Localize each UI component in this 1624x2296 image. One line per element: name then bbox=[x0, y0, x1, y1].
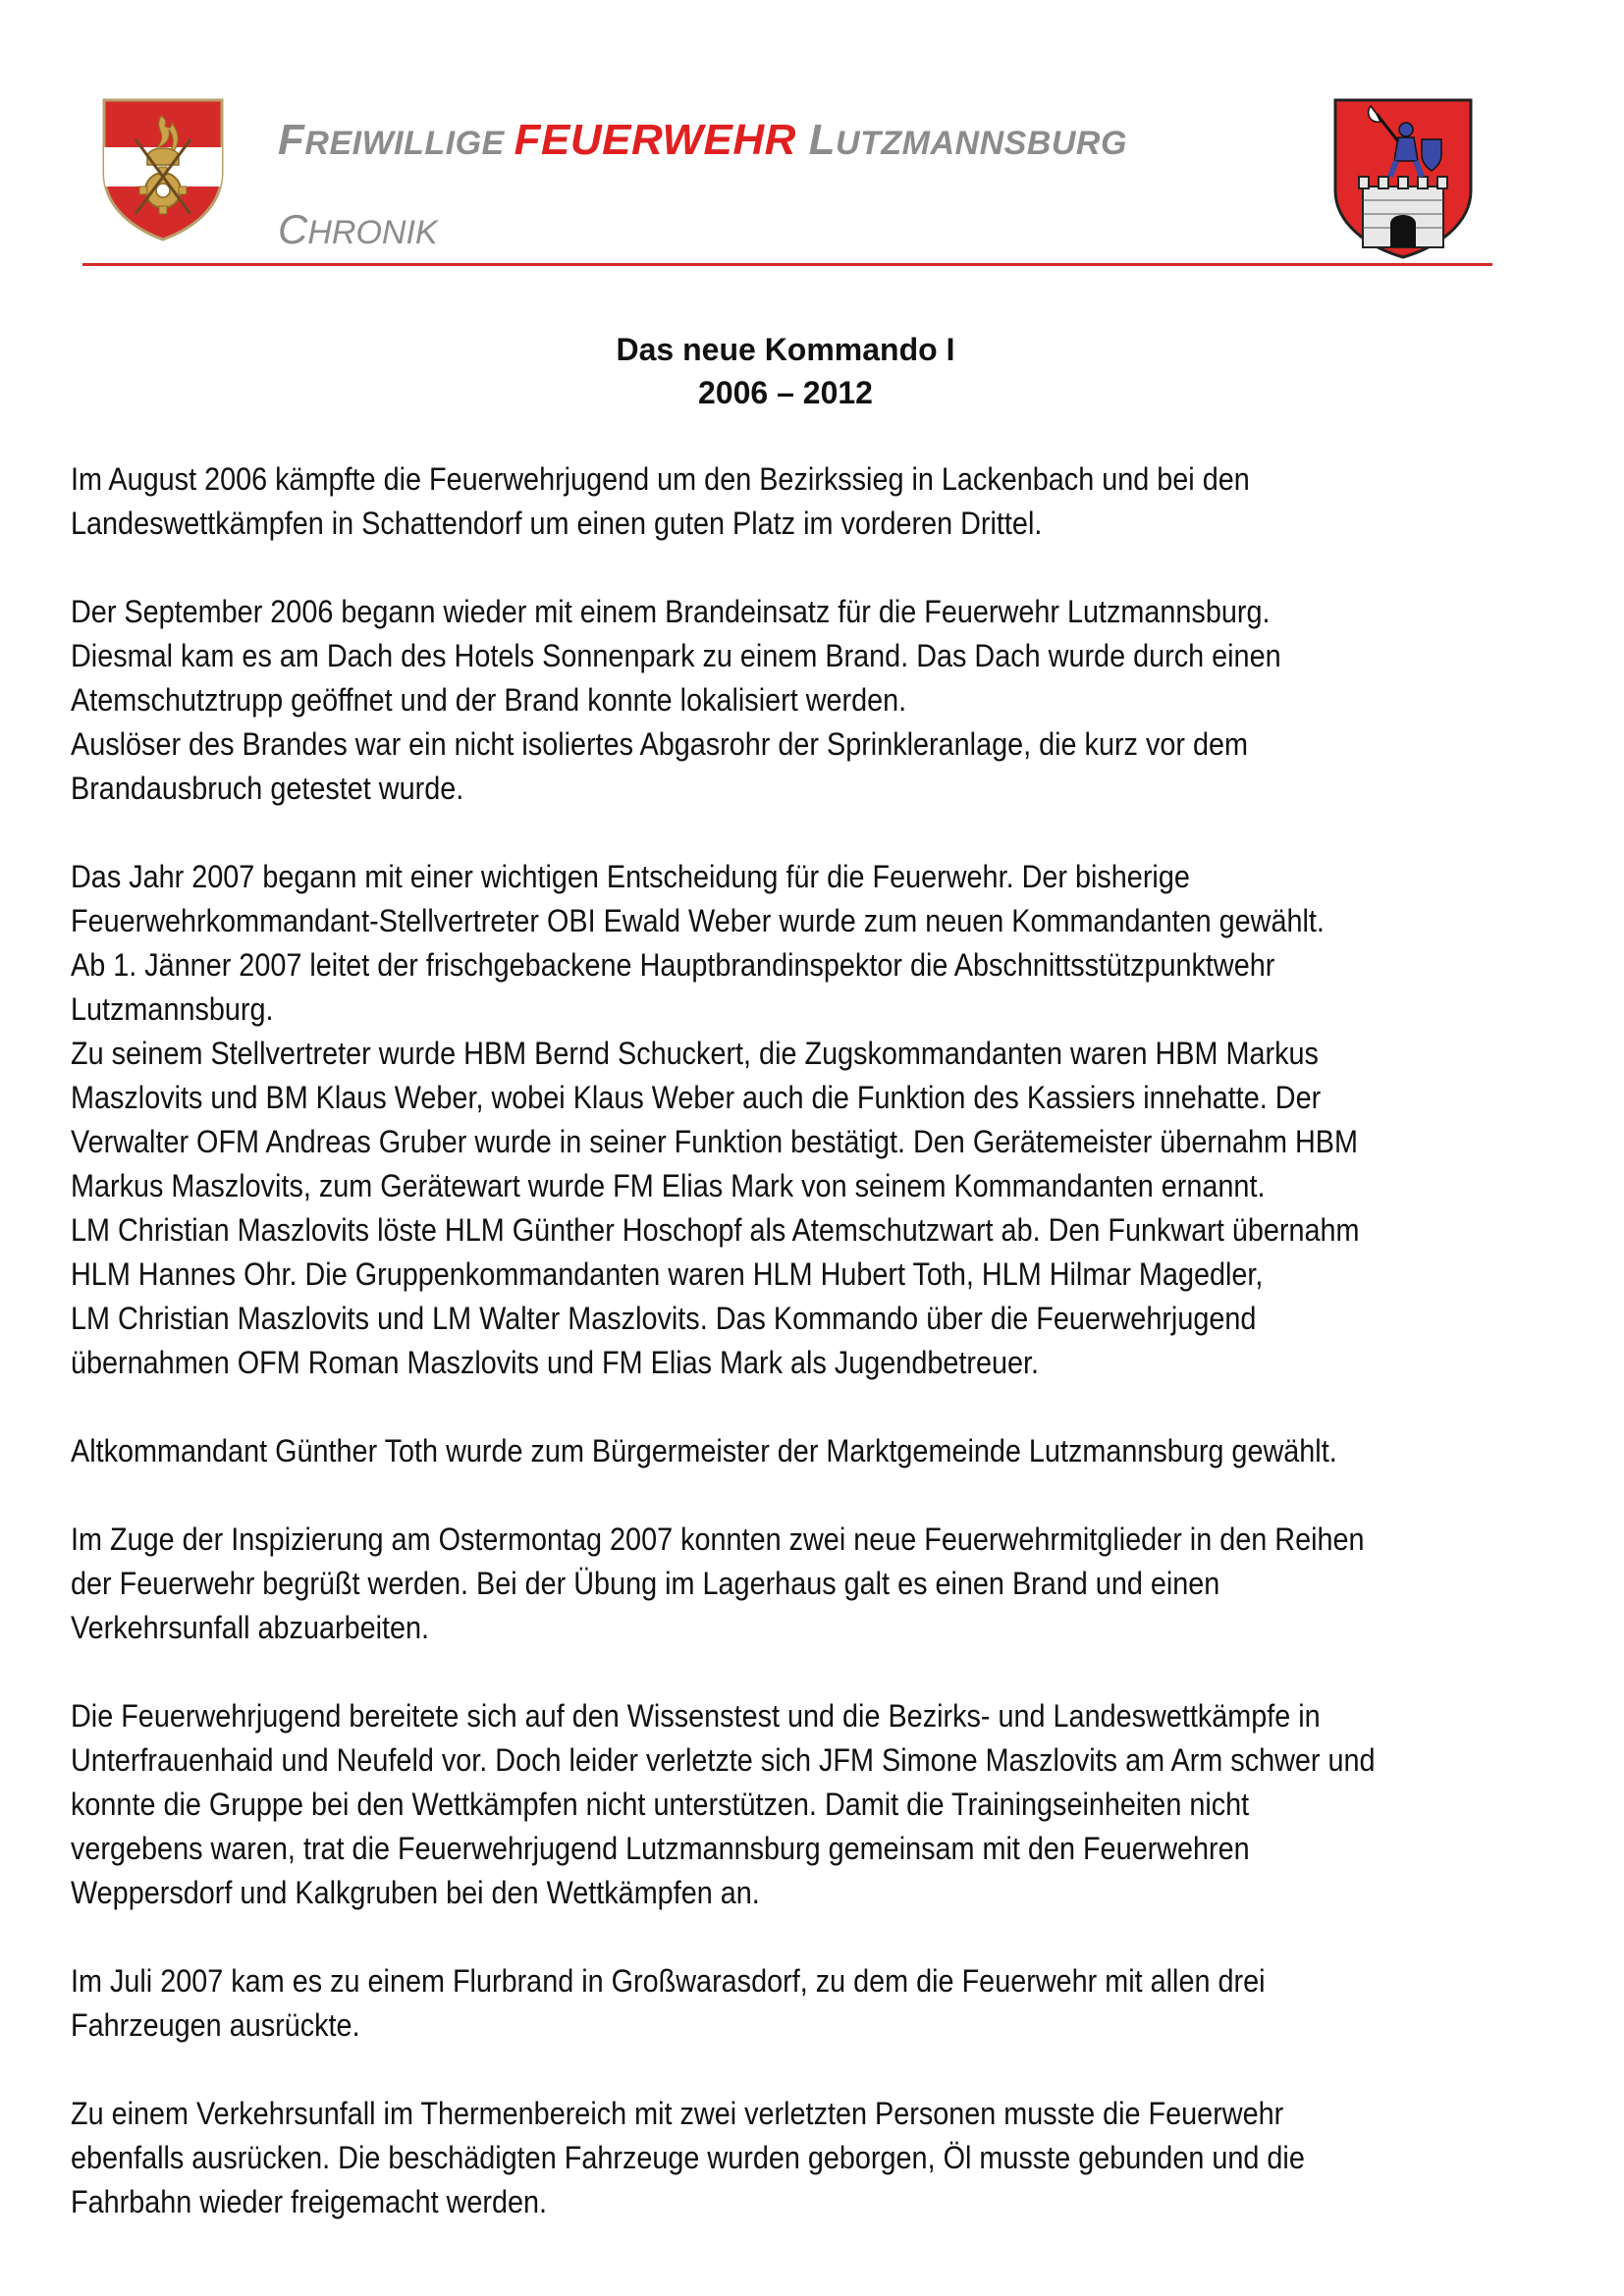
header-divider bbox=[82, 263, 1492, 266]
text-line: übernahmen OFM Roman Maszlovits und FM Elias Mark als Jugendbetreuer. bbox=[71, 1345, 1040, 1380]
document-title bbox=[0, 328, 1571, 414]
text-line: der Feuerwehr begrüßt werden. Bei der Übung im Lagerhaus galt es einen Brand und einen bbox=[71, 1566, 1220, 1601]
text-line: Verwalter OFM Andreas Gruber wurde in seiner Funktion bestätigt. Den Gerätemeister übernahm HBM bbox=[71, 1124, 1358, 1159]
paragraph-4 bbox=[71, 1429, 1414, 1473]
text-line: Im August 2006 kämpfte die Feuerwehrjugend um den Bezirkssieg in Lackenbach und bei den bbox=[71, 461, 1250, 497]
text-line: Fahrzeugen ausrückte. bbox=[71, 2007, 360, 2043]
text-line: Auslöser des Brandes war ein nicht isoliertes Abgasrohr der Sprinkleranlage, die kurz vor dem bbox=[71, 726, 1248, 762]
text-line: Im Juli 2007 kam es zu einem Flurbrand in Großwarasdorf, zu dem die Feuerwehr mit allen drei bbox=[71, 1963, 1266, 1999]
fire-brigade-emblem-icon bbox=[100, 96, 226, 243]
text-line: Weppersdorf und Kalkgruben bei den Wettkämpfen an. bbox=[71, 1875, 760, 1910]
text-line: LM Christian Maszlovits und LM Walter Maszlovits. Das Kommando über die Feuerwehrjugend bbox=[71, 1301, 1257, 1336]
text-line: ebenfalls ausrücken. Die beschädigten Fahrzeuge wurden geborgen, Öl musste gebunden und die bbox=[71, 2140, 1305, 2175]
paragraph-8 bbox=[71, 2092, 1414, 2224]
text-line: Zu seinem Stellvertreter wurde HBM Bernd Schuckert, die Zugskommandanten waren HBM Markus bbox=[71, 1036, 1319, 1071]
text-line: Altkommandant Günther Toth wurde zum Bürgermeister der Marktgemeinde Lutzmannsburg gewählt. bbox=[71, 1433, 1337, 1468]
text-line: Diesmal kam es am Dach des Hotels Sonnenpark zu einem Brand. Das Dach wurde durch einen bbox=[71, 638, 1281, 673]
text-line: konnte die Gruppe bei den Wettkämpfen nicht unterstützen. Damit die Trainingseinheiten nicht bbox=[71, 1787, 1250, 1822]
text-line: Fahrbahn wieder freigemacht werden. bbox=[71, 2184, 548, 2219]
text-line: vergebens waren, trat die Feuerwehrjugend Lutzmannsburg gemeinsam mit den Feuerwehren bbox=[71, 1831, 1250, 1866]
text-line: Atemschutztrupp geöffnet und der Brand konnte lokalisiert werden. bbox=[71, 682, 907, 718]
text-line: Zu einem Verkehrsunfall im Thermenbereich mit zwei verletzten Personen musste die Feuerwehr bbox=[71, 2096, 1284, 2131]
title-line-2: 2006 – 2012 bbox=[698, 375, 873, 410]
organization-title: FREIWILLIGE FEUERWEHR LUTZMANNSBURG bbox=[278, 116, 1127, 164]
text-line: Das Jahr 2007 begann mit einer wichtigen Entscheidung für die Feuerwehr. Der bisherige bbox=[71, 859, 1190, 894]
coat-of-arms-icon bbox=[1331, 96, 1475, 261]
page-header bbox=[0, 0, 1624, 275]
text-line: Der September 2006 begann wieder mit einem Brandeinsatz für die Feuerwehr Lutzmannsburg. bbox=[71, 594, 1271, 629]
paragraph-5 bbox=[71, 1518, 1414, 1650]
paragraph-3 bbox=[71, 855, 1414, 1385]
chronicle-label: CHRONIK bbox=[278, 206, 438, 252]
chronicle-body bbox=[71, 457, 1414, 2269]
paragraph-1 bbox=[71, 457, 1414, 546]
text-line: Ab 1. Jänner 2007 leitet der frischgebackene Hauptbrandinspektor die Abschnittsstützpunktwehr bbox=[71, 947, 1275, 983]
text-line: Lutzmannsburg. bbox=[71, 991, 274, 1027]
text-line: Die Feuerwehrjugend bereitete sich auf den Wissenstest und die Bezirks- und Landeswettkämpfe in bbox=[71, 1698, 1321, 1734]
text-line: Landeswettkämpfen in Schattendorf um einen guten Platz im vorderen Drittel. bbox=[71, 506, 1043, 541]
paragraph-2 bbox=[71, 590, 1414, 811]
text-line: LM Christian Maszlovits löste HLM Günther Hoschopf als Atemschutzwart ab. Den Funkwart übernahm bbox=[71, 1212, 1360, 1248]
text-line: Markus Maszlovits, zum Gerätewart wurde FM Elias Mark von seinem Kommandanten ernannt. bbox=[71, 1168, 1266, 1203]
text-line: Feuerwehrkommandant-Stellvertreter OBI Ewald Weber wurde zum neuen Kommandanten gewählt. bbox=[71, 903, 1325, 938]
text-line: Im Zuge der Inspizierung am Ostermontag 2007 konnten zwei neue Feuerwehrmitglieder in den Reihen bbox=[71, 1522, 1365, 1557]
text-line: Brandausbruch getestet wurde. bbox=[71, 771, 464, 806]
paragraph-7 bbox=[71, 1959, 1414, 2048]
text-line: HLM Hannes Ohr. Die Gruppenkommandanten waren HLM Hubert Toth, HLM Hilmar Magedler, bbox=[71, 1256, 1264, 1292]
title-line-1: Das neue Kommando I bbox=[616, 332, 955, 367]
text-line: Verkehrsunfall abzuarbeiten. bbox=[71, 1610, 430, 1645]
text-line: Maszlovits und BM Klaus Weber, wobei Klaus Weber auch die Funktion des Kassiers innehatte. Der bbox=[71, 1080, 1322, 1115]
text-line: Unterfrauenhaid und Neufeld vor. Doch leider verletzte sich JFM Simone Maszlovits am Arm schwer und bbox=[71, 1742, 1376, 1778]
paragraph-6 bbox=[71, 1694, 1414, 1915]
